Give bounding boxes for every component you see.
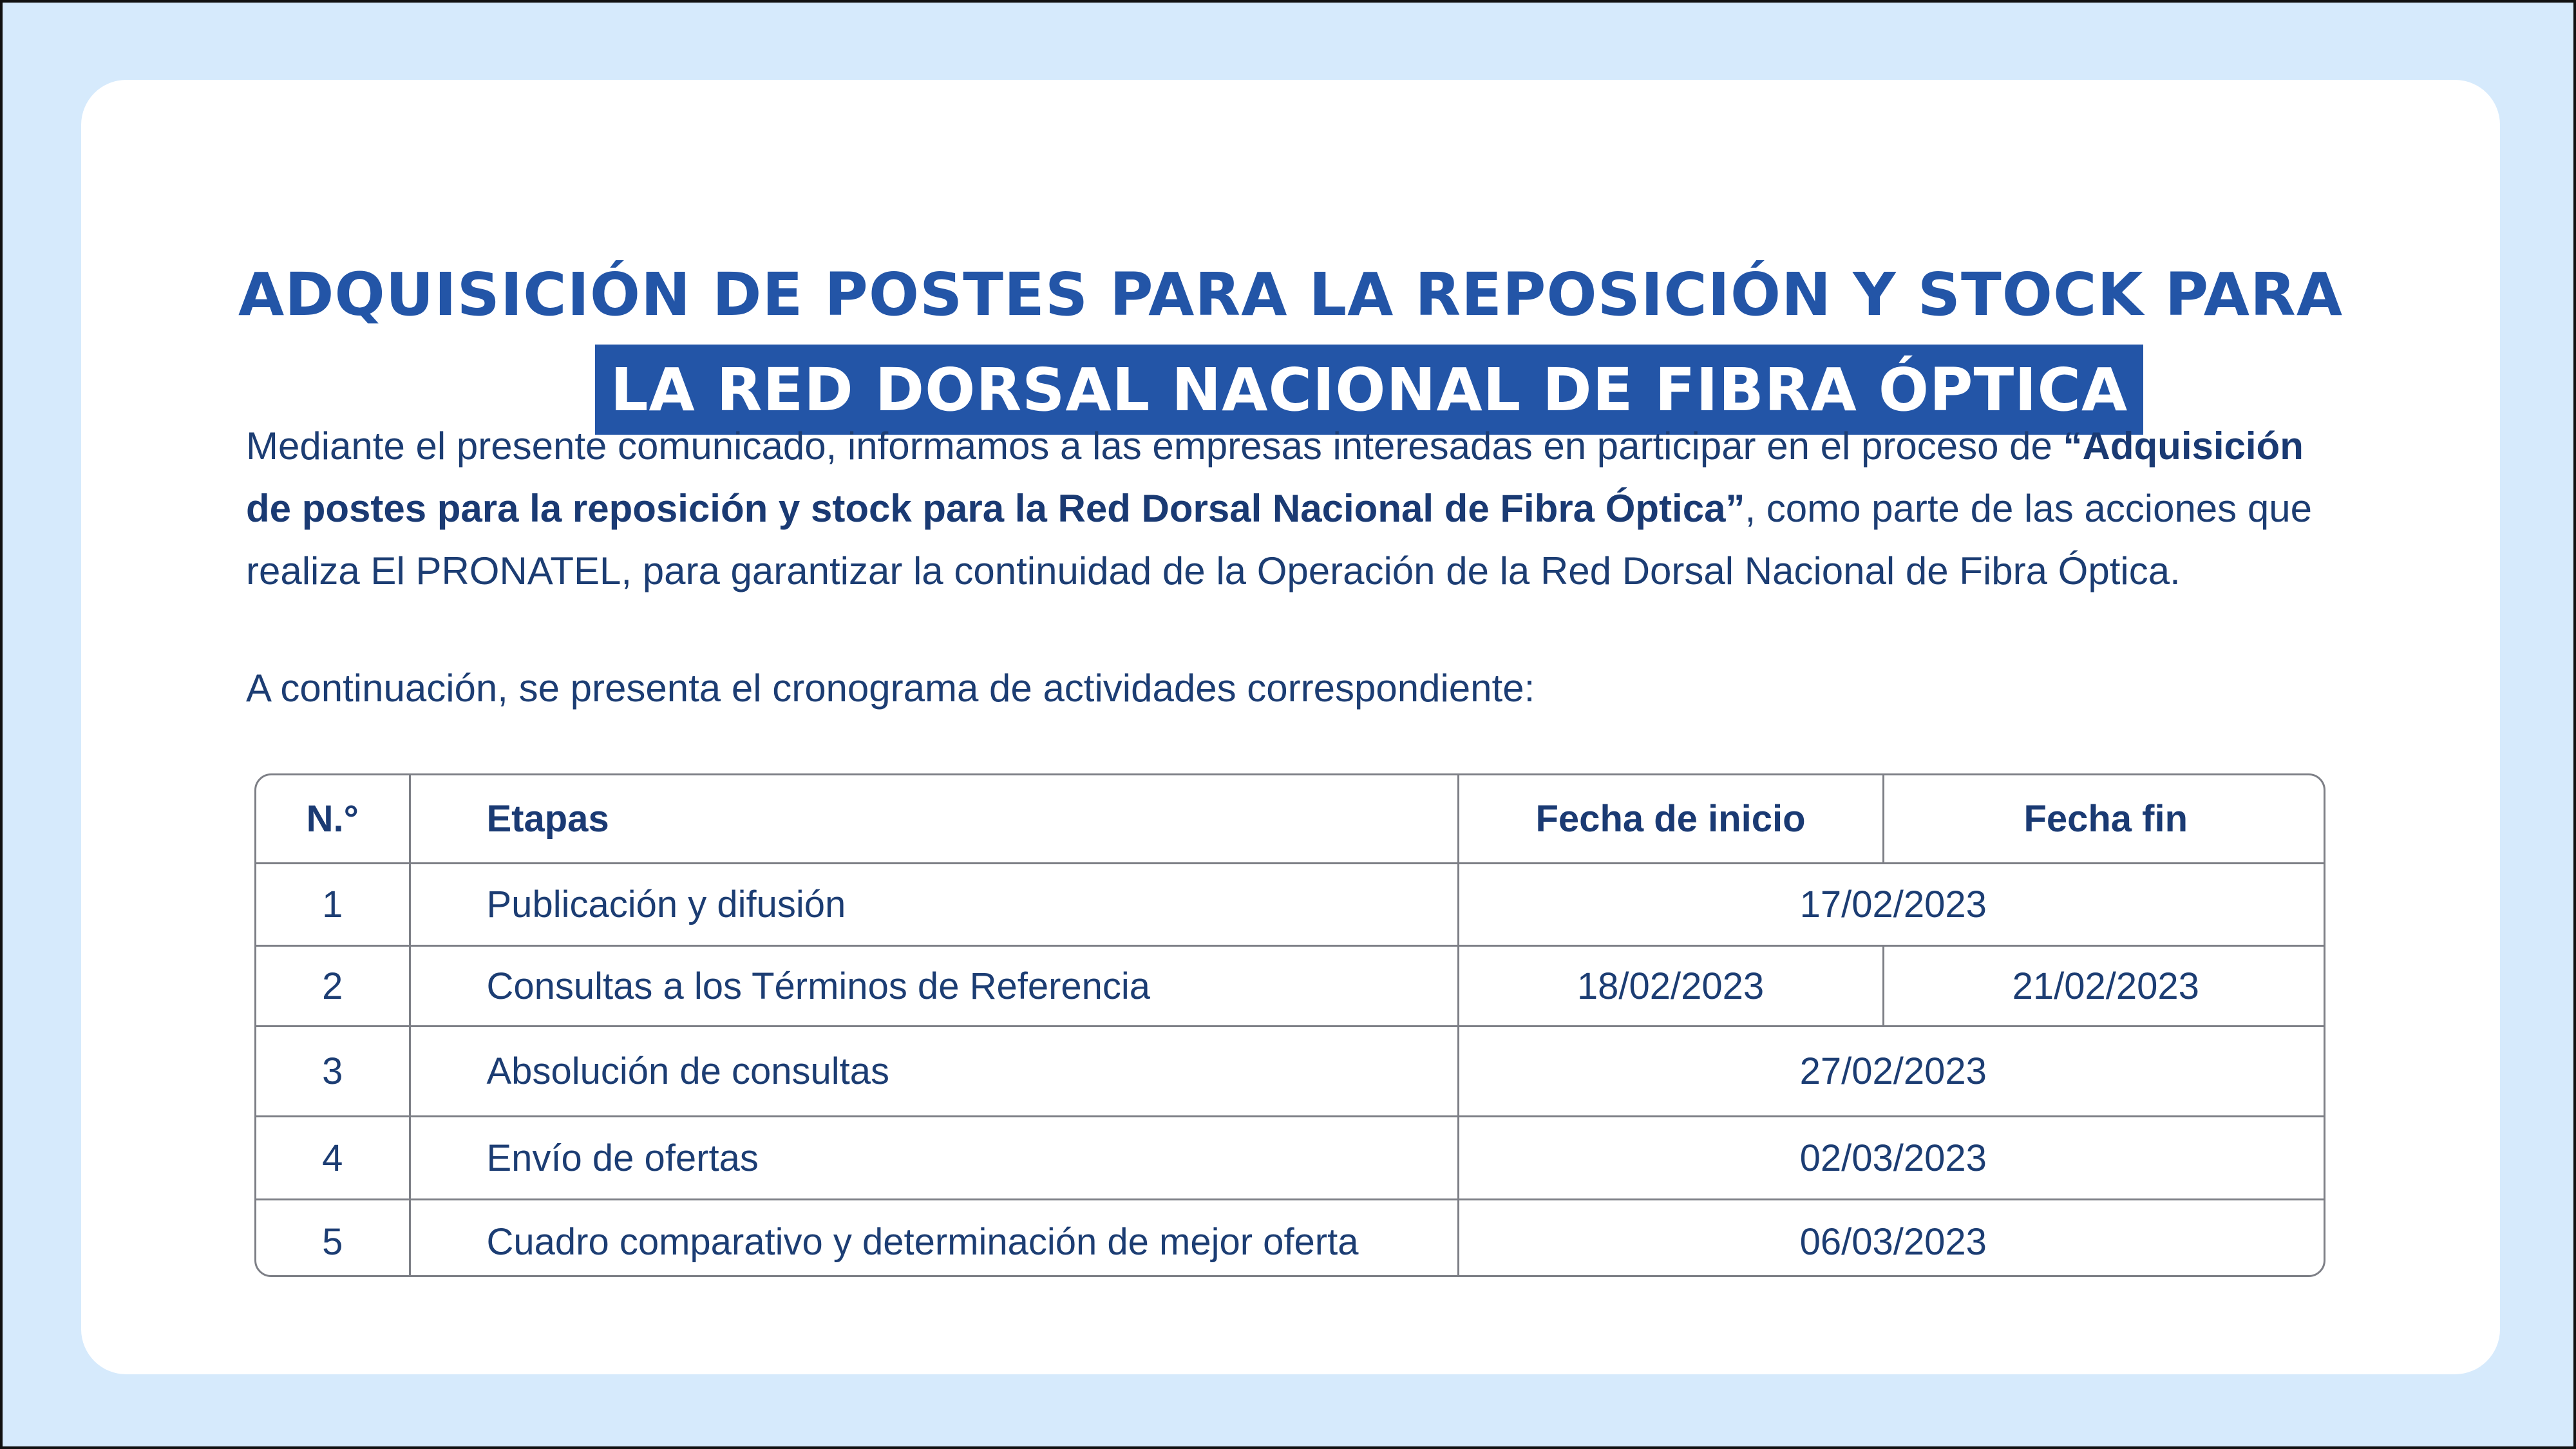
header-stage: Etapas xyxy=(410,775,1458,864)
row-stage: Cuadro comparativo y determinación de mejor oferta xyxy=(410,1200,1458,1278)
schedule-table xyxy=(254,773,2325,1277)
intro-paragraph xyxy=(246,415,2345,602)
row-stage: Absolución de consultas xyxy=(410,1027,1458,1117)
row-stage: Consultas a los Términos de Referencia xyxy=(410,946,1458,1027)
intro-process-name: “Adquisición de postes para la reposición y stock para la Red Dorsal Nacional de Fibra Óptica” xyxy=(246,424,2304,530)
table-header-row xyxy=(256,775,2325,864)
table-row xyxy=(256,864,2325,946)
row-stage: Envío de ofertas xyxy=(410,1117,1458,1200)
row-num: 1 xyxy=(256,864,410,946)
header-start-date: Fecha de inicio xyxy=(1458,775,1883,864)
header-end-date: Fecha fin xyxy=(1883,775,2325,864)
row-date: 27/02/2023 xyxy=(1458,1027,2325,1117)
table-row xyxy=(256,1117,2325,1200)
intro-text-end: , como parte de las acciones que realiza El PRONATEL, para garantizar la continuidad de la Operación de la Red Dorsal Nacional de Fibra Óptica. xyxy=(246,487,2312,592)
row-date: 17/02/2023 xyxy=(1458,864,2325,946)
row-date: 02/03/2023 xyxy=(1458,1117,2325,1200)
row-end-date: 21/02/2023 xyxy=(1883,946,2325,1027)
row-start-date: 18/02/2023 xyxy=(1458,946,1883,1027)
intro-text-start: Mediante el presente comunicado, informamos a las empresas interesadas en participar en el proceso de xyxy=(246,424,2063,468)
table-row xyxy=(256,946,2325,1027)
table-row xyxy=(256,1027,2325,1117)
schedule-intro: A continuación, se presenta el cronograma de actividades correspondiente: xyxy=(246,667,1535,710)
table-row xyxy=(256,1200,2325,1278)
row-num: 4 xyxy=(256,1117,410,1200)
row-num: 2 xyxy=(256,946,410,1027)
title-line-2: LA RED DORSAL NACIONAL DE FIBRA ÓPTICA xyxy=(610,355,2128,424)
title-line-1: ADQUISICIÓN DE POSTES PARA LA REPOSICIÓN Y STOCK PARA xyxy=(238,260,2344,329)
row-num: 3 xyxy=(256,1027,410,1117)
row-date: 06/03/2023 xyxy=(1458,1200,2325,1278)
row-num: 5 xyxy=(256,1200,410,1278)
row-stage: Publicación y difusión xyxy=(410,864,1458,946)
header-num: N.° xyxy=(256,775,410,864)
